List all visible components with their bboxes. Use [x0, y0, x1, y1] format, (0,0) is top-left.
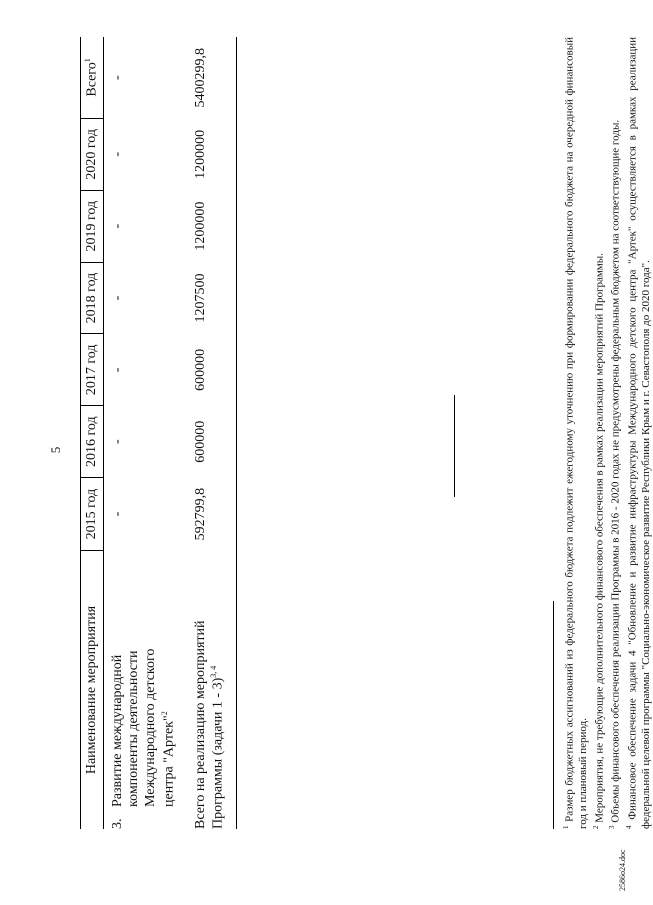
header-cell: 2019 год [81, 190, 104, 262]
total-footnote-mark: 3, 4 [209, 665, 219, 678]
header-cell: Наименование мероприятия [81, 551, 104, 830]
table-cell: 1200000 [187, 190, 237, 262]
table-cell: - [109, 223, 125, 229]
total-name: Всего на реализацию мероприятий Программы (задачи 1 - 3) [192, 620, 226, 829]
footnotes [560, 37, 653, 829]
header-cell: 2020 год [81, 118, 104, 190]
footnote: $^1$ Размер бюджетных ассигнований из федерального бюджета подлежит ежегодному уточнению при формировании федерального бюджета на очередной финансовый год и плановый период. [562, 36, 589, 829]
page-number: 5 [48, 446, 63, 454]
table-cell: 5400299,8 [187, 37, 237, 118]
footnote-separator [553, 601, 554, 829]
document-filename: 2586о24.doc [618, 849, 627, 891]
row-name-footnote-mark: 2 [160, 711, 170, 716]
table-total-row [187, 37, 237, 829]
footnote: $^4$ Финансовое обеспечение задачи 4 "Обновление и развитие инфраструктуры Международного детского центра "Артек" осуществляется в рамках реализации федеральной целевой программы "Социально-экономическое развитие Республики Крым и г. Севастополя до 2020 года". [624, 37, 652, 829]
table-cell: - [109, 75, 125, 81]
table-cell: - [109, 439, 125, 445]
table-header-row [81, 37, 104, 829]
header-cell: 2018 год [81, 262, 104, 334]
header-cell: 2016 год [81, 406, 104, 478]
footnote: $^3$ Объемы финансового обеспечения реализации Программы в 2016 - 2020 годах не предусмотрены федеральным бюджетом на соответствующие годы. [608, 119, 622, 829]
row-name-cell [103, 551, 186, 830]
table-cell: 592799,8 [187, 478, 237, 551]
table-cell: - [109, 295, 125, 301]
header-cell: Всего$^1$ [81, 37, 104, 118]
header-cell: 2017 год [81, 334, 104, 406]
header-cell: 2015 год [81, 478, 104, 551]
table-row [103, 37, 186, 829]
table-cell: 600000 [187, 406, 237, 478]
total-name-cell [187, 551, 237, 830]
table-cell: 1200000 [187, 118, 237, 190]
footnote: $^2$ Мероприятия, не требующие дополнительного финансового обеспечения в рамках реализации мероприятий Программы. [591, 253, 606, 829]
row-name: Развитие международной компоненты деятельности Международного детского центра "Артек" [109, 648, 177, 807]
separator-line [454, 395, 455, 497]
table-cell: 1207500 [187, 262, 237, 334]
row-number: 3. [109, 818, 125, 829]
financing-table [80, 37, 237, 829]
table-cell: - [109, 151, 125, 157]
table-cell: - [109, 367, 125, 373]
table-cell: - [109, 511, 125, 517]
table-cell: 600000 [187, 334, 237, 406]
